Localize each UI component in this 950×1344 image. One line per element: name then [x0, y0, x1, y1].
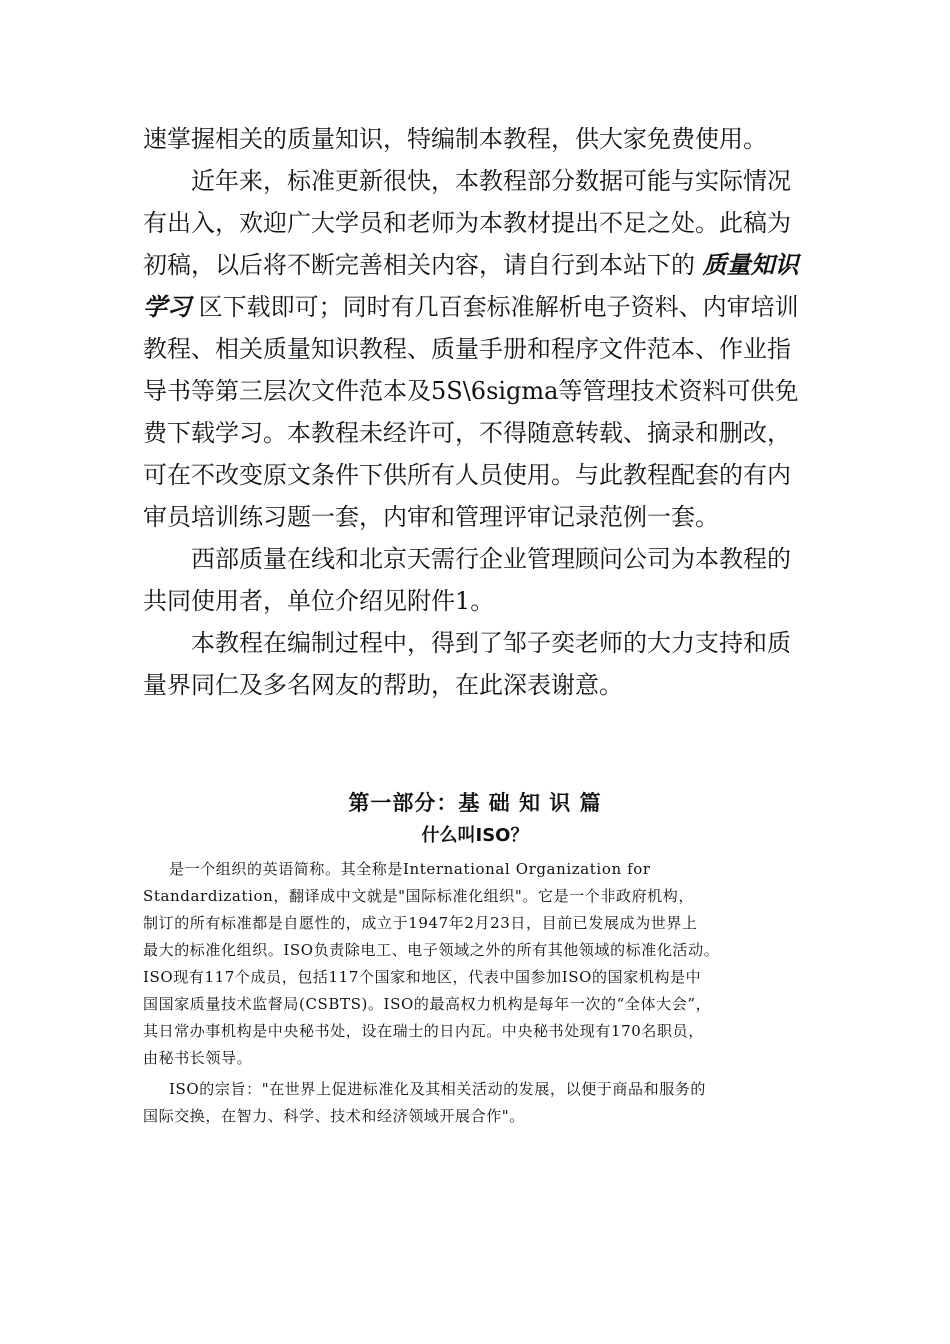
intro-line: 共同使用者，单位介绍见附件1。	[143, 587, 495, 615]
section-subtitle: 什么叫ISO？	[421, 825, 529, 846]
intro-line-text: 初稿，以后将不断完善相关内容，请自行到本站下的	[143, 251, 695, 279]
intro-line	[143, 244, 813, 286]
iso-line: 国国家质量技术监督局(CSBTS)。ISO的最高权力机构是每年一次的“全体大会”，	[143, 995, 712, 1013]
intro-paragraph-start: 近年来，标准更新很快，本教程部分数据可能与实际情况	[191, 167, 791, 195]
highlight-section-name: 学习	[143, 293, 191, 321]
intro-line-text: 区下载即可；同时有几百套标准解析电子资料、内审培训	[198, 293, 799, 321]
intro-line: 审员培训练习题一套，内审和管理评审记录范例一套。	[143, 503, 719, 531]
iso-line: 由秘书长领导。	[143, 1049, 253, 1067]
intro-line: 可在不改变原文条件下供所有人员使用。与此教程配套的有内	[143, 461, 791, 489]
intro-line: 费下载学习。本教程未经许可，不得随意转载、摘录和删改，	[143, 419, 791, 447]
intro-line: 导书等第三层次文件范本及5S\6sigma等管理技术资料可供免	[143, 377, 799, 405]
intro-line: 有出入，欢迎广大学员和老师为本教材提出不足之处。此稿为	[143, 209, 791, 237]
intro-paragraph-start: 西部质量在线和北京天需行企业管理顾问公司为本教程的	[191, 545, 791, 573]
intro-line: 速掌握相关的质量知识，特编制本教程，供大家免费使用。	[143, 125, 767, 153]
intro-line: 教程、相关质量知识教程、质量手册和程序文件范本、作业指	[143, 335, 791, 363]
intro-paragraph-start: 本教程在编制过程中，得到了邹子奕老师的大力支持和质	[191, 629, 791, 657]
iso-line: ISO现有117个成员，包括117个国家和地区，代表中国参加ISO的国家机构是中	[143, 968, 702, 986]
iso-line: 其日常办事机构是中央秘书处，设在瑞士的日内瓦。中央秘书处现有170名职员，	[143, 1022, 704, 1040]
iso-line: 国际交换，在智力、科学、技术和经济领域开展合作"。	[143, 1107, 525, 1125]
iso-paragraph-start: ISO的宗旨："在世界上促进标准化及其相关活动的发展，以便于商品和服务的	[169, 1080, 707, 1098]
intro-section	[143, 118, 813, 706]
intro-line	[143, 286, 813, 328]
iso-paragraph-start: 是一个组织的英语简称。其全称是International Organization for	[169, 860, 651, 878]
intro-line: 量界同仁及多名网友的帮助，在此深表谢意。	[143, 671, 623, 699]
iso-line: 制订的所有标准都是自愿性的，成立于1947年2月23日，目前已发展成为世界上	[143, 914, 698, 932]
part-title: 第一部分：基 础 知 识 篇	[348, 791, 602, 815]
iso-section	[143, 856, 823, 1130]
iso-line: 最大的标准化组织。ISO负责除电工、电子领域之外的所有其他领域的标准化活动。	[143, 941, 720, 959]
iso-line: Standardization，翻译成中文就是"国际标准化组织"。它是一个非政府机构，	[143, 887, 694, 905]
highlight-section-name: 质量知识	[702, 251, 799, 279]
